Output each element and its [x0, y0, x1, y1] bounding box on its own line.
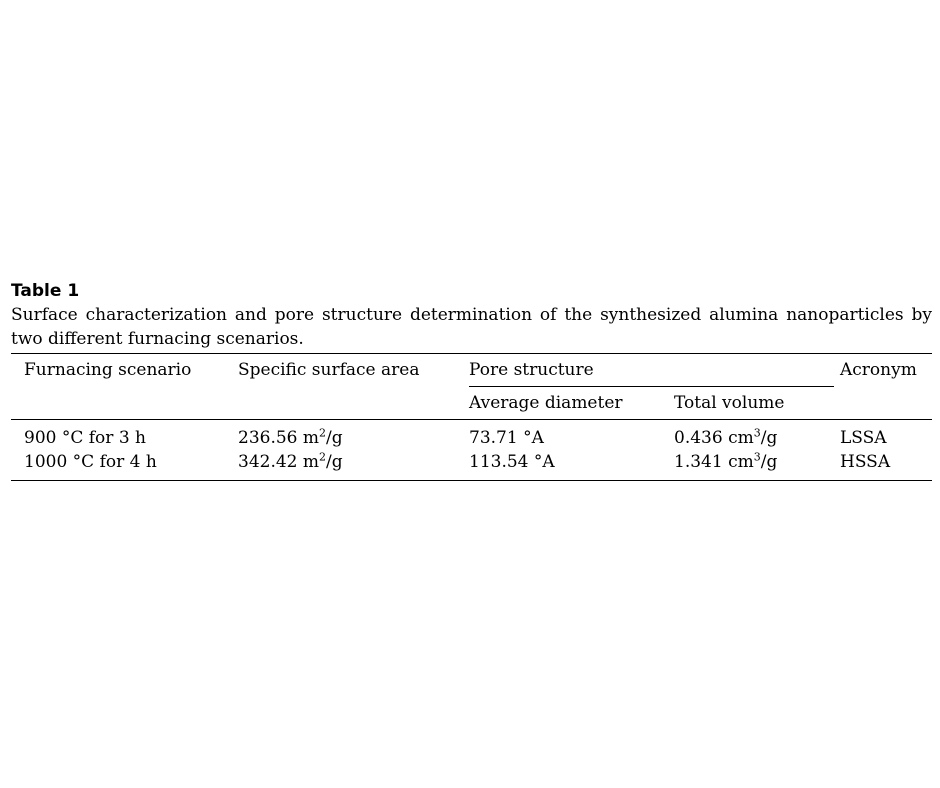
volume-unit: /g	[760, 452, 778, 472]
table-label: Table 1	[11, 281, 80, 301]
cell-total-volume	[674, 450, 834, 481]
volume-value: 1.341 cm	[674, 452, 754, 472]
volume-exponent: 3	[753, 450, 761, 464]
header-total-volume: Total volume	[674, 393, 785, 413]
volume-exponent: 3	[753, 426, 761, 440]
header-furnacing-scenario: Furnacing scenario	[24, 360, 192, 381]
table-caption: Surface characterization and pore structure determination of the synthesized alumina nanoparticles by two different furnacing scenarios.	[11, 305, 932, 349]
header-pore-structure: Pore structure	[469, 354, 834, 387]
area-unit: /g	[326, 428, 343, 448]
data-table	[11, 353, 932, 481]
cell-acronym-wrap	[834, 420, 932, 451]
cell-total-volume	[674, 420, 834, 451]
header-acronym: Acronym	[840, 360, 917, 381]
cell-average-diameter: 73.71 °A	[469, 428, 544, 448]
cell-acronym-wrap	[834, 450, 932, 481]
cell-scenario: 1000 °C for 4 h	[24, 452, 157, 472]
area-unit: /g	[326, 452, 343, 472]
header-blank-1	[11, 387, 238, 420]
header-blank-5	[834, 387, 932, 420]
cell-average-diameter: 113.54 °A	[469, 452, 555, 472]
area-value: 342.42 m	[238, 452, 320, 472]
cell-surface-area	[238, 450, 469, 481]
header-average-diameter: Average diameter	[469, 393, 623, 413]
cell-acronym: LSSA	[840, 428, 887, 448]
cell-acronym: HSSA	[840, 452, 891, 472]
area-exponent: 2	[319, 426, 327, 440]
volume-value: 0.436 cm	[674, 428, 754, 448]
header-blank-2	[238, 387, 469, 420]
area-value: 236.56 m	[238, 428, 320, 448]
table-block	[11, 279, 932, 481]
area-exponent: 2	[319, 450, 327, 464]
cell-scenario: 900 °C for 3 h	[24, 428, 146, 448]
header-acronym-cell	[834, 354, 932, 387]
cell-surface-area	[238, 420, 469, 451]
header-specific-surface-area: Specific surface area	[238, 360, 420, 381]
table-row	[11, 420, 932, 451]
table-row	[11, 450, 932, 481]
volume-unit: /g	[760, 428, 778, 448]
